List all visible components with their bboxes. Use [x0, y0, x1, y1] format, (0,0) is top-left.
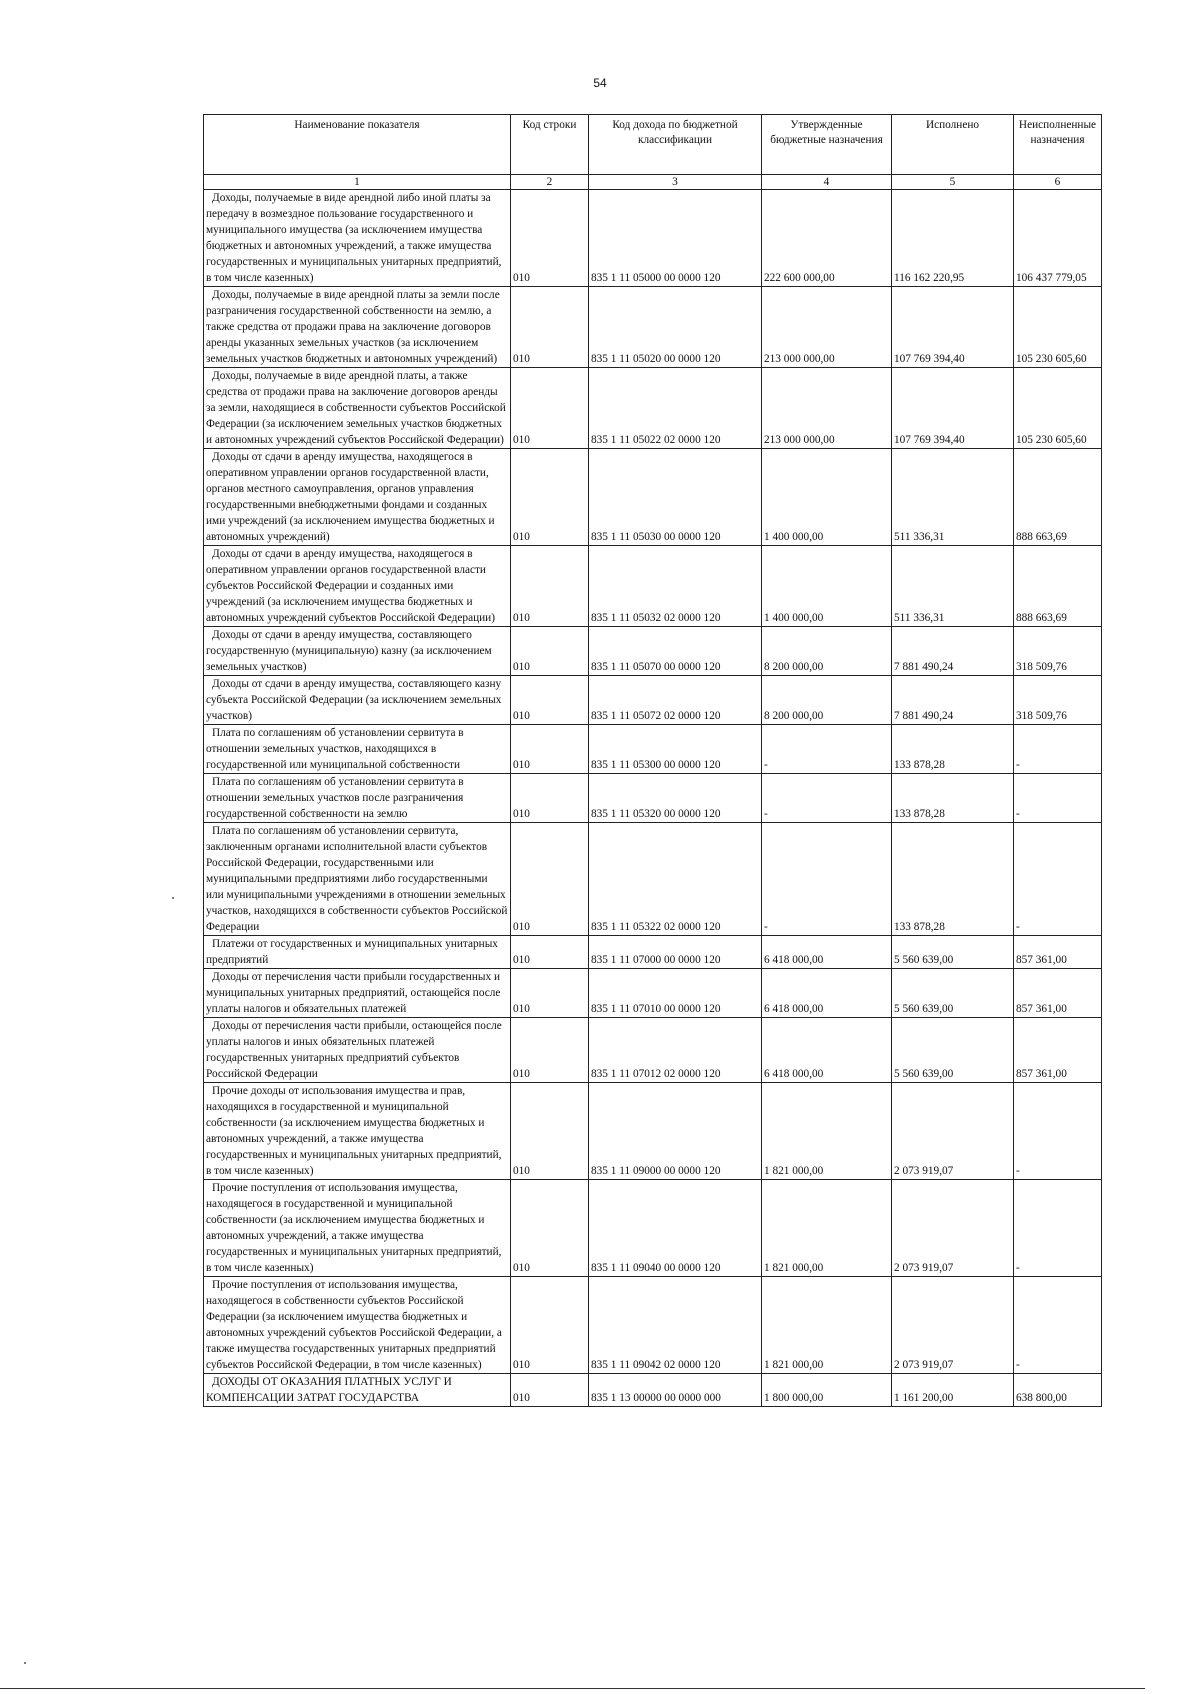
row-name: Платежи от государственных и муниципальных унитарных предприятий: [204, 936, 511, 969]
header-indicator-name: Наименование показателя: [204, 115, 511, 175]
row-approved: 222 600 000,00: [762, 190, 892, 287]
row-approved: 1 800 000,00: [762, 1374, 892, 1407]
header-unexecuted: Неисполненные назначения: [1014, 115, 1102, 175]
row-unexecuted: 105 230 605,60: [1014, 368, 1102, 449]
column-numbers-row: [204, 175, 1102, 190]
row-executed: 7 881 490,24: [892, 627, 1014, 676]
column-number: 2: [511, 175, 589, 190]
scan-edge-line: [0, 1688, 1145, 1689]
row-approved: -: [762, 823, 892, 936]
row-executed: 1 161 200,00: [892, 1374, 1014, 1407]
row-line-code: 010: [511, 1374, 589, 1407]
row-approved: 6 418 000,00: [762, 936, 892, 969]
row-revenue-code: 835 1 11 05322 02 0000 120: [589, 823, 762, 936]
row-executed: 511 336,31: [892, 546, 1014, 627]
row-revenue-code: 835 1 13 00000 00 0000 000: [589, 1374, 762, 1407]
row-executed: 2 073 919,07: [892, 1180, 1014, 1277]
row-unexecuted: -: [1014, 774, 1102, 823]
row-name: Доходы от сдачи в аренду имущества, находящегося в оперативном управлении органов государственной власти, органов местного самоуправления, органов управления государственными внебюджетными фондами и созданных ими учреждений (за исключением имущества бюджетных и автономных учреждений): [204, 449, 511, 546]
row-revenue-code: 835 1 11 07000 00 0000 120: [589, 936, 762, 969]
table-row: [204, 969, 1102, 1018]
row-line-code: 010: [511, 1083, 589, 1180]
row-approved: 6 418 000,00: [762, 1018, 892, 1083]
row-revenue-code: 835 1 11 05032 02 0000 120: [589, 546, 762, 627]
row-revenue-code: 835 1 11 05030 00 0000 120: [589, 449, 762, 546]
row-unexecuted: -: [1014, 1180, 1102, 1277]
table-row: [204, 1180, 1102, 1277]
table-header: [204, 115, 1102, 175]
row-executed: 5 560 639,00: [892, 936, 1014, 969]
row-unexecuted: 105 230 605,60: [1014, 287, 1102, 368]
row-line-code: 010: [511, 368, 589, 449]
row-approved: 1 400 000,00: [762, 546, 892, 627]
row-name: Плата по соглашениям об установлении сервитута в отношении земельных участков, находящихся в государственной или муниципальной собственности: [204, 725, 511, 774]
column-number: 3: [589, 175, 762, 190]
row-approved: 6 418 000,00: [762, 969, 892, 1018]
column-number: 4: [762, 175, 892, 190]
row-approved: 8 200 000,00: [762, 676, 892, 725]
row-executed: 5 560 639,00: [892, 969, 1014, 1018]
table-row: [204, 823, 1102, 936]
revenue-table: [203, 114, 1102, 1407]
row-approved: 8 200 000,00: [762, 627, 892, 676]
row-unexecuted: -: [1014, 823, 1102, 936]
row-unexecuted: 857 361,00: [1014, 969, 1102, 1018]
row-approved: -: [762, 725, 892, 774]
row-name: Доходы от перечисления части прибыли, остающейся после уплаты налогов и иных обязательных платежей государственных унитарных предприятий субъектов Российской Федерации: [204, 1018, 511, 1083]
row-unexecuted: 638 800,00: [1014, 1374, 1102, 1407]
row-unexecuted: 888 663,69: [1014, 449, 1102, 546]
row-name: Доходы от сдачи в аренду имущества, составляющего государственную (муниципальную) казну (за исключением земельных участков): [204, 627, 511, 676]
row-name: Доходы от сдачи в аренду имущества, составляющего казну субъекта Российской Федерации (за исключением земельных участков): [204, 676, 511, 725]
table-row: [204, 190, 1102, 287]
header-line-code: Код строки: [511, 115, 589, 175]
table-row: [204, 546, 1102, 627]
row-unexecuted: -: [1014, 1277, 1102, 1374]
row-name: Доходы, получаемые в виде арендной платы за земли после разграничения государственной собственности на землю, а также средства от продажи права на заключение договоров аренды указанных земельных участков (за исключением земельных участков бюджетных и автономных учреждений): [204, 287, 511, 368]
row-revenue-code: 835 1 11 05072 02 0000 120: [589, 676, 762, 725]
row-approved: 213 000 000,00: [762, 368, 892, 449]
row-unexecuted: 888 663,69: [1014, 546, 1102, 627]
table-row: [204, 936, 1102, 969]
row-revenue-code: 835 1 11 05020 00 0000 120: [589, 287, 762, 368]
row-name: Доходы от сдачи в аренду имущества, находящегося в оперативном управлении органов государственной власти субъектов Российской Федерации и созданных ими учреждений (за исключением имущества бюджетных и автономных учреждений субъектов Российской Федерации): [204, 546, 511, 627]
row-executed: 5 560 639,00: [892, 1018, 1014, 1083]
row-revenue-code: 835 1 11 05300 00 0000 120: [589, 725, 762, 774]
table-row: [204, 368, 1102, 449]
row-executed: 107 769 394,40: [892, 287, 1014, 368]
row-revenue-code: 835 1 11 09042 02 0000 120: [589, 1277, 762, 1374]
table-row: [204, 1277, 1102, 1374]
row-name: Доходы, получаемые в виде арендной платы, а также средства от продажи права на заключение договоров аренды за земли, находящиеся в собственности субъектов Российской Федерации (за исключением земельных участков бюджетных и автономных учреждений субъектов Российской Федерации): [204, 368, 511, 449]
table-row: [204, 1018, 1102, 1083]
row-name: Плата по соглашениям об установлении сервитута в отношении земельных участков после разграничения государственной собственности на землю: [204, 774, 511, 823]
row-line-code: 010: [511, 936, 589, 969]
row-unexecuted: -: [1014, 725, 1102, 774]
row-revenue-code: 835 1 11 05022 02 0000 120: [589, 368, 762, 449]
row-line-code: 010: [511, 1180, 589, 1277]
table-row: [204, 1083, 1102, 1180]
row-name: Доходы от перечисления части прибыли государственных и муниципальных унитарных предприятий, остающейся после уплаты налогов и обязательных платежей: [204, 969, 511, 1018]
row-revenue-code: 835 1 11 05000 00 0000 120: [589, 190, 762, 287]
row-unexecuted: -: [1014, 1083, 1102, 1180]
table-row: [204, 449, 1102, 546]
row-name: Прочие поступления от использования имущества, находящегося в собственности субъектов Российской Федерации (за исключением имущества бюджетных и автономных учреждений субъектов Российской Федерации, а также имущества государственных унитарных предприятий субъектов Российской Федерации, в том числе казенных): [204, 1277, 511, 1374]
column-number: 1: [204, 175, 511, 190]
scan-speck: [24, 1662, 26, 1664]
row-approved: -: [762, 774, 892, 823]
header-revenue-code: Код дохода по бюджетной классификации: [589, 115, 762, 175]
row-executed: 116 162 220,95: [892, 190, 1014, 287]
column-number: 5: [892, 175, 1014, 190]
row-line-code: 010: [511, 1018, 589, 1083]
row-line-code: 010: [511, 627, 589, 676]
row-executed: 7 881 490,24: [892, 676, 1014, 725]
row-revenue-code: 835 1 11 07012 02 0000 120: [589, 1018, 762, 1083]
column-number: 6: [1014, 175, 1102, 190]
table-row: [204, 725, 1102, 774]
row-unexecuted: 857 361,00: [1014, 1018, 1102, 1083]
row-line-code: 010: [511, 725, 589, 774]
row-approved: 1 821 000,00: [762, 1083, 892, 1180]
row-executed: 511 336,31: [892, 449, 1014, 546]
row-revenue-code: 835 1 11 09000 00 0000 120: [589, 1083, 762, 1180]
row-unexecuted: 857 361,00: [1014, 936, 1102, 969]
row-line-code: 010: [511, 1277, 589, 1374]
page-number: 54: [593, 76, 607, 90]
table-row: [204, 1374, 1102, 1407]
row-executed: 2 073 919,07: [892, 1277, 1014, 1374]
row-name: Прочие доходы от использования имущества и прав, находящихся в государственной и муниципальной собственности (за исключением имущества бюджетных и автономных учреждений, а также имущества государственных и муниципальных унитарных предприятий, в том числе казенных): [204, 1083, 511, 1180]
row-revenue-code: 835 1 11 05070 00 0000 120: [589, 627, 762, 676]
row-unexecuted: 106 437 779,05: [1014, 190, 1102, 287]
table-row: [204, 774, 1102, 823]
row-revenue-code: 835 1 11 07010 00 0000 120: [589, 969, 762, 1018]
row-line-code: 010: [511, 969, 589, 1018]
table-row: [204, 676, 1102, 725]
scan-speck: [172, 897, 174, 899]
row-unexecuted: 318 509,76: [1014, 627, 1102, 676]
row-name: Доходы, получаемые в виде арендной либо иной платы за передачу в возмездное пользование государственного и муниципального имущества (за исключением имущества бюджетных и автономных учреждений, а также имущества государственных и муниципальных унитарных предприятий, в том числе казенных): [204, 190, 511, 287]
row-line-code: 010: [511, 676, 589, 725]
row-line-code: 010: [511, 190, 589, 287]
row-approved: 1 821 000,00: [762, 1180, 892, 1277]
row-line-code: 010: [511, 546, 589, 627]
row-executed: 107 769 394,40: [892, 368, 1014, 449]
row-line-code: 010: [511, 774, 589, 823]
row-name: Прочие поступления от использования имущества, находящегося в государственной и муниципальной собственности (за исключением имущества бюджетных и автономных учреждений, а также имущества государственных и муниципальных унитарных предприятий, в том числе казенных): [204, 1180, 511, 1277]
row-revenue-code: 835 1 11 05320 00 0000 120: [589, 774, 762, 823]
row-executed: 133 878,28: [892, 774, 1014, 823]
row-approved: 1 821 000,00: [762, 1277, 892, 1374]
row-name: Плата по соглашениям об установлении сервитута, заключенным органами исполнительной власти субъектов Российской Федерации, государственными или муниципальными предприятиями либо государственными или муниципальными учреждениями в отношении земельных участков, находящихся в собственности субъектов Российской Федерации: [204, 823, 511, 936]
row-line-code: 010: [511, 287, 589, 368]
header-executed: Исполнено: [892, 115, 1014, 175]
row-line-code: 010: [511, 823, 589, 936]
row-revenue-code: 835 1 11 09040 00 0000 120: [589, 1180, 762, 1277]
header-approved: Утвержденные бюджетные назначения: [762, 115, 892, 175]
row-unexecuted: 318 509,76: [1014, 676, 1102, 725]
table-row: [204, 627, 1102, 676]
table-row: [204, 287, 1102, 368]
row-line-code: 010: [511, 449, 589, 546]
row-approved: 213 000 000,00: [762, 287, 892, 368]
row-executed: 2 073 919,07: [892, 1083, 1014, 1180]
row-executed: 133 878,28: [892, 725, 1014, 774]
row-approved: 1 400 000,00: [762, 449, 892, 546]
row-executed: 133 878,28: [892, 823, 1014, 936]
row-name: ДОХОДЫ ОТ ОКАЗАНИЯ ПЛАТНЫХ УСЛУГ И КОМПЕНСАЦИИ ЗАТРАТ ГОСУДАРСТВА: [204, 1374, 511, 1407]
